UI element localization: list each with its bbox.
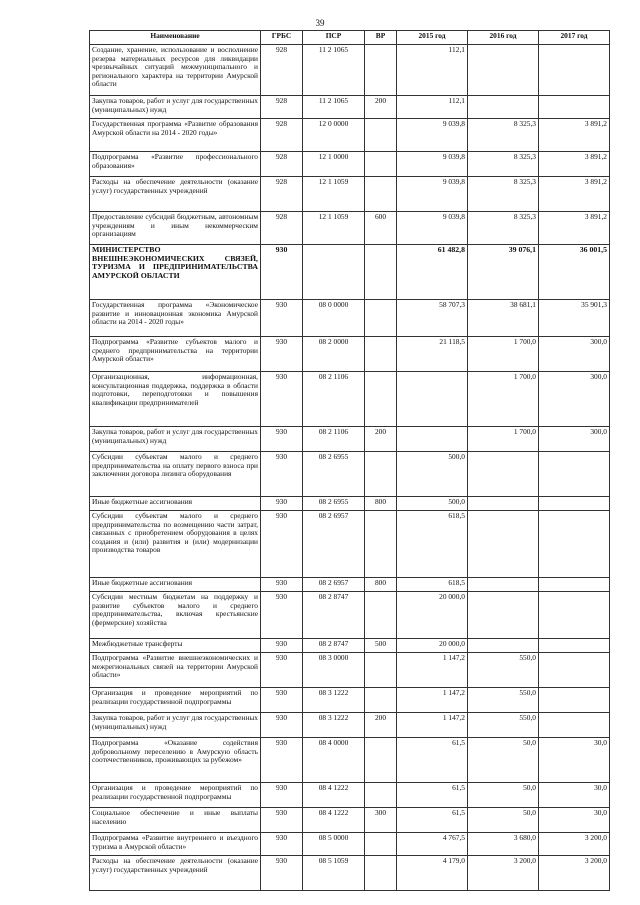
table-row (90, 833, 610, 856)
cell-name: Организация и проведение мероприятий по реализации государственной подпрограммы (90, 688, 261, 713)
cell-y2017 (539, 452, 610, 497)
header-vr: ВР (365, 31, 397, 45)
cell-y2017: 35 901,3 (539, 300, 610, 337)
cell-psr: 08 5 1059 (303, 856, 365, 891)
cell-y2015: 1 147,2 (397, 653, 468, 688)
cell-name: Закупка товаров, работ и услуг для государственных (муниципальных) нужд (90, 427, 261, 452)
cell-vr (365, 45, 397, 96)
cell-y2015: 500,0 (397, 497, 468, 511)
table-row (90, 96, 610, 119)
cell-grbs: 930 (261, 639, 303, 653)
cell-vr (365, 452, 397, 497)
cell-vr (365, 833, 397, 856)
cell-name: Закупка товаров, работ и услуг для государственных (муниципальных) нужд (90, 96, 261, 119)
cell-y2017 (539, 639, 610, 653)
cell-name: Государственная программа «Развитие образования Амурской области на 2014 - 2020 годы» (90, 119, 261, 152)
table-row (90, 639, 610, 653)
cell-y2015: 618,5 (397, 578, 468, 592)
cell-y2017: 36 001,5 (539, 245, 610, 300)
cell-name: Подпрограмма «Развитие субъектов малого и среднего предпринимательства на территории Амурской области» (90, 337, 261, 372)
cell-psr (303, 245, 365, 300)
cell-psr: 08 4 1222 (303, 808, 365, 833)
cell-name: Субсидии местным бюджетам на поддержку и развитие субъектов малого и среднего предпринимательства, включая крестьянские (фермерские) хозяйства (90, 592, 261, 639)
cell-grbs: 930 (261, 337, 303, 372)
cell-psr: 08 3 1222 (303, 688, 365, 713)
cell-y2017 (539, 45, 610, 96)
cell-y2016: 8 325,3 (468, 177, 539, 212)
table-row (90, 497, 610, 511)
cell-grbs: 930 (261, 372, 303, 427)
cell-y2017 (539, 713, 610, 738)
cell-vr: 200 (365, 713, 397, 738)
cell-vr (365, 119, 397, 152)
cell-grbs: 928 (261, 45, 303, 96)
cell-y2016 (468, 497, 539, 511)
cell-y2015: 61,5 (397, 738, 468, 783)
budget-table (89, 30, 610, 891)
cell-y2016 (468, 578, 539, 592)
cell-y2015: 21 118,5 (397, 337, 468, 372)
cell-name: Субсидии субъектам малого и среднего предпринимательства по возмещению части затрат, связанных с приобретением оборудования в целях создания и (или) развития и (или) модернизации производства товаров (90, 511, 261, 578)
cell-y2016: 550,0 (468, 653, 539, 688)
cell-vr (365, 511, 397, 578)
cell-y2017 (539, 592, 610, 639)
cell-psr: 08 5 0000 (303, 833, 365, 856)
table-row (90, 119, 610, 152)
table-row (90, 337, 610, 372)
cell-y2017: 3 891,2 (539, 152, 610, 177)
cell-vr: 500 (365, 639, 397, 653)
cell-vr (365, 337, 397, 372)
cell-name: Создание, хранение, использование и восполнение резерва материальных ресурсов для ликвидации чрезвычайных ситуаций межмуниципального и регионального характера на территории Амурской области (90, 45, 261, 96)
cell-vr (365, 245, 397, 300)
cell-name: Субсидии субъектам малого и среднего предпринимательства на оплату первого взноса при заключении договора лизинга оборудования (90, 452, 261, 497)
cell-grbs: 930 (261, 300, 303, 337)
cell-name: Иные бюджетные ассигнования (90, 578, 261, 592)
cell-name: Предоставление субсидий бюджетным, автономным учреждениям и иным некоммерческим организациям (90, 212, 261, 245)
table-row (90, 808, 610, 833)
cell-y2017: 300,0 (539, 427, 610, 452)
cell-grbs: 930 (261, 808, 303, 833)
cell-psr: 11 2 1065 (303, 45, 365, 96)
header-name: Наименование (90, 31, 261, 45)
cell-grbs: 930 (261, 713, 303, 738)
cell-vr: 300 (365, 808, 397, 833)
table-row (90, 688, 610, 713)
cell-grbs: 930 (261, 578, 303, 592)
cell-psr: 08 2 6957 (303, 511, 365, 578)
cell-y2015: 9 039,8 (397, 152, 468, 177)
cell-psr: 08 2 0000 (303, 337, 365, 372)
cell-vr: 600 (365, 212, 397, 245)
table-row (90, 511, 610, 578)
cell-grbs: 928 (261, 177, 303, 212)
table-row (90, 738, 610, 783)
table-row (90, 856, 610, 891)
cell-grbs: 928 (261, 96, 303, 119)
table-row (90, 653, 610, 688)
cell-name: Расходы на обеспечение деятельности (оказание услуг) государственных учреждений (90, 177, 261, 212)
cell-y2017: 3 891,2 (539, 177, 610, 212)
cell-psr: 08 2 6955 (303, 497, 365, 511)
header-row (90, 31, 610, 45)
cell-y2017: 30,0 (539, 783, 610, 808)
cell-vr: 800 (365, 578, 397, 592)
cell-y2016: 3 680,0 (468, 833, 539, 856)
cell-name: Подпрограмма «Оказание содействия добровольному переселению в Амурскую область соотечественников, проживающих за рубежом» (90, 738, 261, 783)
cell-vr (365, 738, 397, 783)
cell-psr: 08 0 0000 (303, 300, 365, 337)
cell-y2017 (539, 96, 610, 119)
cell-y2015: 1 147,2 (397, 713, 468, 738)
cell-y2015: 61,5 (397, 808, 468, 833)
cell-psr: 08 3 1222 (303, 713, 365, 738)
cell-grbs: 928 (261, 152, 303, 177)
cell-y2017: 3 200,0 (539, 856, 610, 891)
cell-name: Организация и проведение мероприятий по реализации государственной подпрограммы (90, 783, 261, 808)
cell-y2016 (468, 592, 539, 639)
cell-y2015: 9 039,8 (397, 119, 468, 152)
cell-grbs: 930 (261, 833, 303, 856)
cell-y2016: 39 076,1 (468, 245, 539, 300)
header-2016: 2016 год (468, 31, 539, 45)
cell-y2016 (468, 96, 539, 119)
table-row (90, 45, 610, 96)
cell-vr (365, 300, 397, 337)
cell-name: Государственная программа «Экономическое развитие и инновационная экономика Амурской области на 2014 - 2020 годы» (90, 300, 261, 337)
cell-name: Подпрограмма «Развитие внешнеэкономических и межрегиональных связей на территории Амурской области» (90, 653, 261, 688)
cell-y2015: 112,1 (397, 45, 468, 96)
cell-y2015: 61 482,8 (397, 245, 468, 300)
cell-grbs: 928 (261, 212, 303, 245)
cell-grbs: 930 (261, 511, 303, 578)
cell-y2016: 3 200,0 (468, 856, 539, 891)
page-number: 39 (315, 18, 325, 28)
cell-y2017 (539, 653, 610, 688)
table-row (90, 427, 610, 452)
cell-vr: 200 (365, 427, 397, 452)
cell-y2015: 1 147,2 (397, 688, 468, 713)
cell-psr: 08 3 0000 (303, 653, 365, 688)
table-body (90, 45, 610, 891)
header-2015: 2015 год (397, 31, 468, 45)
cell-vr (365, 372, 397, 427)
cell-vr (365, 592, 397, 639)
cell-vr: 200 (365, 96, 397, 119)
cell-y2016: 8 325,3 (468, 119, 539, 152)
cell-y2017: 300,0 (539, 372, 610, 427)
cell-psr: 08 2 6957 (303, 578, 365, 592)
cell-psr: 12 1 1059 (303, 212, 365, 245)
cell-vr (365, 152, 397, 177)
cell-y2017: 300,0 (539, 337, 610, 372)
table-row (90, 245, 610, 300)
cell-y2017: 30,0 (539, 808, 610, 833)
cell-y2015: 20 000,0 (397, 592, 468, 639)
table-row (90, 452, 610, 497)
cell-y2016: 50,0 (468, 783, 539, 808)
cell-y2017: 3 891,2 (539, 212, 610, 245)
cell-grbs: 930 (261, 452, 303, 497)
cell-psr: 08 4 1222 (303, 783, 365, 808)
cell-y2015: 618,5 (397, 511, 468, 578)
cell-y2016: 8 325,3 (468, 152, 539, 177)
cell-y2017: 3 891,2 (539, 119, 610, 152)
cell-y2017 (539, 688, 610, 713)
cell-vr (365, 177, 397, 212)
cell-vr (365, 688, 397, 713)
table-row (90, 300, 610, 337)
cell-name: Расходы на обеспечение деятельности (оказание услуг) государственных учреждений (90, 856, 261, 891)
cell-psr: 08 2 6955 (303, 452, 365, 497)
cell-grbs: 930 (261, 427, 303, 452)
cell-name: МИНИСТЕРСТВО ВНЕШНЕЭКОНОМИЧЕСКИХ СВЯЗЕЙ, ТУРИЗМА И ПРЕДПРИНИМАТЕЛЬСТВА АМУРСКОЙ ОБЛАСТИ (90, 245, 261, 300)
cell-psr: 08 2 8747 (303, 592, 365, 639)
cell-name: Закупка товаров, работ и услуг для государственных (муниципальных) нужд (90, 713, 261, 738)
cell-y2017 (539, 578, 610, 592)
cell-grbs: 930 (261, 497, 303, 511)
table-row (90, 578, 610, 592)
cell-name: Иные бюджетные ассигнования (90, 497, 261, 511)
cell-y2015: 4 767,5 (397, 833, 468, 856)
cell-y2015 (397, 372, 468, 427)
cell-y2016: 550,0 (468, 688, 539, 713)
cell-y2017: 3 200,0 (539, 833, 610, 856)
cell-y2016: 1 700,0 (468, 372, 539, 427)
cell-grbs: 930 (261, 653, 303, 688)
cell-y2016: 1 700,0 (468, 427, 539, 452)
cell-y2015: 61,5 (397, 783, 468, 808)
cell-grbs: 930 (261, 738, 303, 783)
header-psr: ПСР (303, 31, 365, 45)
cell-grbs: 928 (261, 119, 303, 152)
cell-y2015: 20 000,0 (397, 639, 468, 653)
cell-vr: 800 (365, 497, 397, 511)
cell-psr: 08 2 1106 (303, 427, 365, 452)
cell-y2016 (468, 511, 539, 578)
cell-y2017 (539, 497, 610, 511)
cell-y2016: 50,0 (468, 738, 539, 783)
cell-y2016: 1 700,0 (468, 337, 539, 372)
cell-psr: 12 1 1059 (303, 177, 365, 212)
header-grbs: ГРБС (261, 31, 303, 45)
cell-grbs: 930 (261, 856, 303, 891)
cell-grbs: 930 (261, 783, 303, 808)
cell-y2016: 550,0 (468, 713, 539, 738)
cell-psr: 08 2 1106 (303, 372, 365, 427)
cell-y2017 (539, 511, 610, 578)
header-2017: 2017 год (539, 31, 610, 45)
cell-name: Подпрограмма «Развитие внутреннего и въездного туризма в Амурской области» (90, 833, 261, 856)
cell-psr: 11 2 1065 (303, 96, 365, 119)
cell-grbs: 930 (261, 688, 303, 713)
cell-y2015: 9 039,8 (397, 177, 468, 212)
cell-vr (365, 653, 397, 688)
cell-vr (365, 856, 397, 891)
cell-name: Межбюджетные трансферты (90, 639, 261, 653)
cell-y2016: 8 325,3 (468, 212, 539, 245)
cell-y2015: 58 707,3 (397, 300, 468, 337)
cell-y2017: 30,0 (539, 738, 610, 783)
cell-y2015: 4 179,0 (397, 856, 468, 891)
cell-y2016: 38 681,1 (468, 300, 539, 337)
cell-psr: 08 4 0000 (303, 738, 365, 783)
table-row (90, 713, 610, 738)
cell-y2015 (397, 427, 468, 452)
cell-psr: 12 0 0000 (303, 119, 365, 152)
cell-y2015: 9 039,8 (397, 212, 468, 245)
table-row (90, 592, 610, 639)
cell-name: Организационная, информационная, консультационная поддержка, поддержка в области подготовки, переподготовки и повышения квалификации предпринимателей (90, 372, 261, 427)
cell-y2016 (468, 452, 539, 497)
cell-y2016: 50,0 (468, 808, 539, 833)
cell-grbs: 930 (261, 592, 303, 639)
table-row (90, 177, 610, 212)
table-row (90, 372, 610, 427)
table-row (90, 212, 610, 245)
cell-name: Подпрограмма «Развитие профессионального образования» (90, 152, 261, 177)
cell-name: Социальное обеспечение и иные выплаты населению (90, 808, 261, 833)
cell-psr: 08 2 8747 (303, 639, 365, 653)
cell-grbs: 930 (261, 245, 303, 300)
cell-y2015: 112,1 (397, 96, 468, 119)
table-row (90, 152, 610, 177)
cell-psr: 12 1 0000 (303, 152, 365, 177)
table-row (90, 783, 610, 808)
cell-y2016 (468, 639, 539, 653)
cell-y2016 (468, 45, 539, 96)
cell-y2015: 500,0 (397, 452, 468, 497)
cell-vr (365, 783, 397, 808)
